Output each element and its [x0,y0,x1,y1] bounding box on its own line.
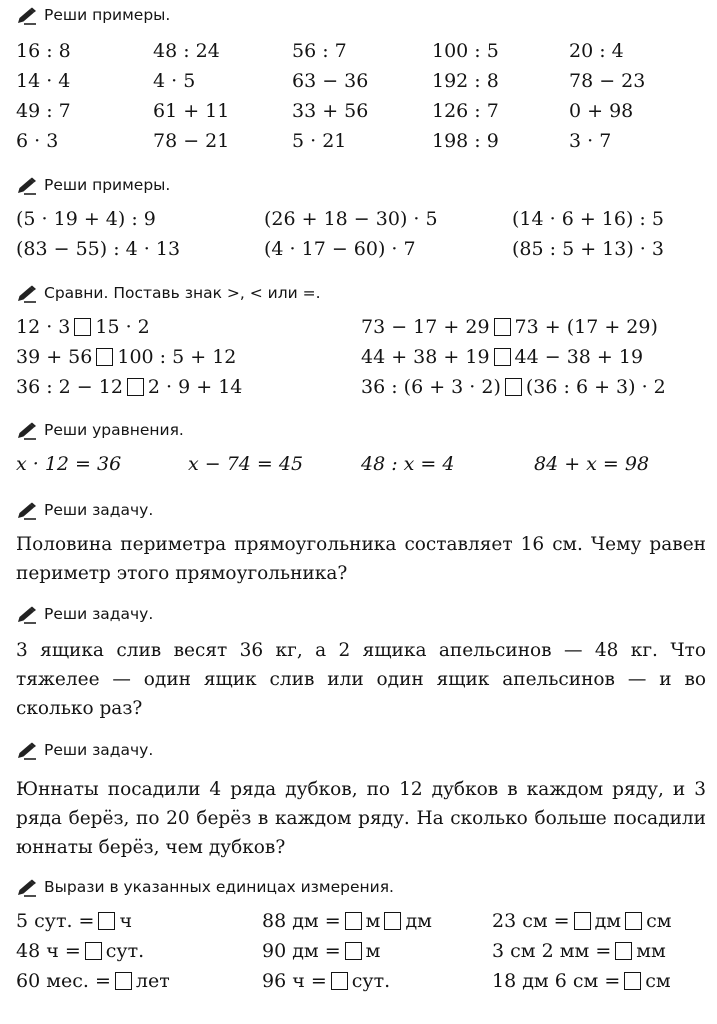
unit-label: см [645,970,671,992]
s3-row-3 [16,378,707,404]
answer-box[interactable] [494,318,511,336]
s2-example: (26 + 18 − 30) · 5 [264,208,438,230]
s1-row-3 [16,102,707,128]
unit-label: мм [636,940,666,962]
answer-box[interactable] [625,912,642,930]
unit-expr: 23 см = [492,910,570,932]
unit-item [492,942,666,961]
s1-row-4 [16,132,707,158]
compare-right: 100 : 5 + 12 [117,346,237,368]
equation: 84 + x = 98 [534,453,650,475]
s1-example: 56 : 7 [292,40,347,62]
unit-expr: 48 ч = [16,940,81,962]
section-7-title: Реши задачу. [44,741,154,760]
answer-box[interactable] [384,912,401,930]
compare-left: 12 · 3 [16,316,71,338]
s1-example: 78 − 23 [569,70,646,92]
unit-expr: 96 ч = [262,970,327,992]
s1-example: 3 · 7 [569,130,612,152]
unit-expr: 88 дм = [262,910,341,932]
unit-item [16,972,170,991]
unit-item [16,942,144,961]
answer-box[interactable] [331,972,348,990]
section-4-heading [16,421,184,441]
section-6-title: Реши задачу. [44,605,154,624]
compare-item [361,348,643,367]
unit-label: дм [594,910,622,932]
answer-box[interactable] [127,378,144,396]
compare-left: 39 + 56 [16,346,93,368]
problem-1-text: Половина периметра прямоугольника составляет 16 см. Чему равен периметр этого прямоугольника? [16,534,706,584]
section-6-heading [16,605,153,625]
compare-right: 73 + (17 + 29) [514,316,658,338]
s1-example: 126 : 7 [432,100,499,122]
s8-row-1 [16,912,707,938]
section-8-title: Вырази в указанных единицах измерения. [44,878,394,897]
unit-item [492,972,671,991]
s1-example: 63 − 36 [292,70,369,92]
section-7-heading [16,741,153,761]
answer-box[interactable] [85,942,102,960]
unit-label: м [365,940,381,962]
s1-row-1 [16,42,707,68]
s4-row [16,455,707,481]
s1-example: 20 : 4 [569,40,624,62]
unit-label: сут. [351,970,391,992]
section-8-heading [16,878,394,898]
compare-left: 36 : 2 − 12 [16,376,123,398]
section-4-title: Реши уравнения. [44,421,184,440]
section-1-heading [16,6,170,26]
pencil-icon [16,502,38,520]
unit-item [262,972,390,991]
unit-item [16,912,132,931]
s3-row-2 [16,348,707,374]
section-5-title: Реши задачу. [44,501,154,520]
pencil-icon [16,606,38,624]
section-5-heading [16,501,153,521]
answer-box[interactable] [494,348,511,366]
pencil-icon [16,7,38,25]
compare-item [16,348,236,367]
answer-box[interactable] [96,348,113,366]
s2-example: (14 · 6 + 16) : 5 [512,208,664,230]
s2-example: (5 · 19 + 4) : 9 [16,208,156,230]
compare-right: (36 : 6 + 3) · 2 [525,376,666,398]
compare-right: 2 · 9 + 14 [147,376,243,398]
unit-item [492,912,672,931]
s1-example: 0 + 98 [569,100,634,122]
s3-row-1 [16,318,707,344]
s1-example: 14 · 4 [16,70,71,92]
unit-label: ч [119,910,133,932]
unit-label: лет [135,970,170,992]
answer-box[interactable] [345,912,362,930]
answer-box[interactable] [98,912,115,930]
answer-box[interactable] [574,912,591,930]
problem-2-text: 3 ящика слив весят 36 кг, а 2 ящика апельсинов — 48 кг. Что тяжелее — один ящик слив или один ящик апельсинов — и во сколько раз? [16,640,706,719]
unit-label: сут. [105,940,145,962]
unit-expr: 90 дм = [262,940,341,962]
s1-example: 33 + 56 [292,100,369,122]
compare-item [16,318,150,337]
compare-left: 44 + 38 + 19 [361,346,490,368]
pencil-icon [16,285,38,303]
pencil-icon [16,177,38,195]
unit-label: дм [405,910,432,932]
s8-row-3 [16,972,707,998]
unit-item [262,912,432,931]
pencil-icon [16,879,38,897]
compare-left: 36 : (6 + 3 · 2) [361,376,501,398]
section-1-title: Реши примеры. [44,6,171,25]
equation: x · 12 = 36 [16,453,122,475]
problem-3-text: Юннаты посадили 4 ряда дубков, по 12 дубков в каждом ряду, и 3 ряда берёз, по 20 берёз в каждом ряду. На сколько больше посадили юннаты берёз, чем дубков? [16,779,706,858]
answer-box[interactable] [505,378,522,396]
s1-example: 78 − 21 [153,130,230,152]
s1-example: 100 : 5 [432,40,499,62]
unit-expr: 18 дм 6 см = [492,970,621,992]
section-3-title: Сравни. Поставь знак >, < или =. [44,284,321,303]
s1-example: 48 : 24 [153,40,220,62]
section-3-heading [16,284,321,304]
s1-example: 5 · 21 [292,130,347,152]
s1-example: 6 · 3 [16,130,59,152]
compare-right: 44 − 38 + 19 [514,346,644,368]
answer-box[interactable] [74,318,91,336]
s2-row-2 [16,240,707,266]
s1-example: 16 : 8 [16,40,71,62]
equation: x − 74 = 45 [188,453,304,475]
s2-example: (83 − 55) : 4 · 13 [16,238,181,260]
s2-example: (4 · 17 − 60) · 7 [264,238,416,260]
unit-label: м [365,910,381,932]
answer-box[interactable] [115,972,132,990]
answer-box[interactable] [615,942,632,960]
unit-expr: 5 сут. = [16,910,95,932]
s2-example: (85 : 5 + 13) · 3 [512,238,664,260]
s1-example: 192 : 8 [432,70,499,92]
s8-row-2 [16,942,707,968]
pencil-icon [16,742,38,760]
s1-row-2 [16,72,707,98]
compare-item [16,378,242,397]
compare-left: 73 − 17 + 29 [361,316,490,338]
compare-item [361,318,658,337]
unit-expr: 60 мес. = [16,970,111,992]
equation: 48 : x = 4 [361,453,455,475]
s1-example: 198 : 9 [432,130,499,152]
unit-expr: 3 см 2 мм = [492,940,612,962]
section-2-heading [16,176,170,196]
unit-label: см [646,910,672,932]
s2-row-1 [16,210,707,236]
answer-box[interactable] [345,942,362,960]
section-2-title: Реши примеры. [44,176,171,195]
answer-box[interactable] [624,972,641,990]
s1-example: 49 : 7 [16,100,71,122]
compare-right: 15 · 2 [95,316,150,338]
unit-item [262,942,380,961]
s1-example: 4 · 5 [153,70,196,92]
compare-item [361,378,666,397]
pencil-icon [16,422,38,440]
s1-example: 61 + 11 [153,100,230,122]
